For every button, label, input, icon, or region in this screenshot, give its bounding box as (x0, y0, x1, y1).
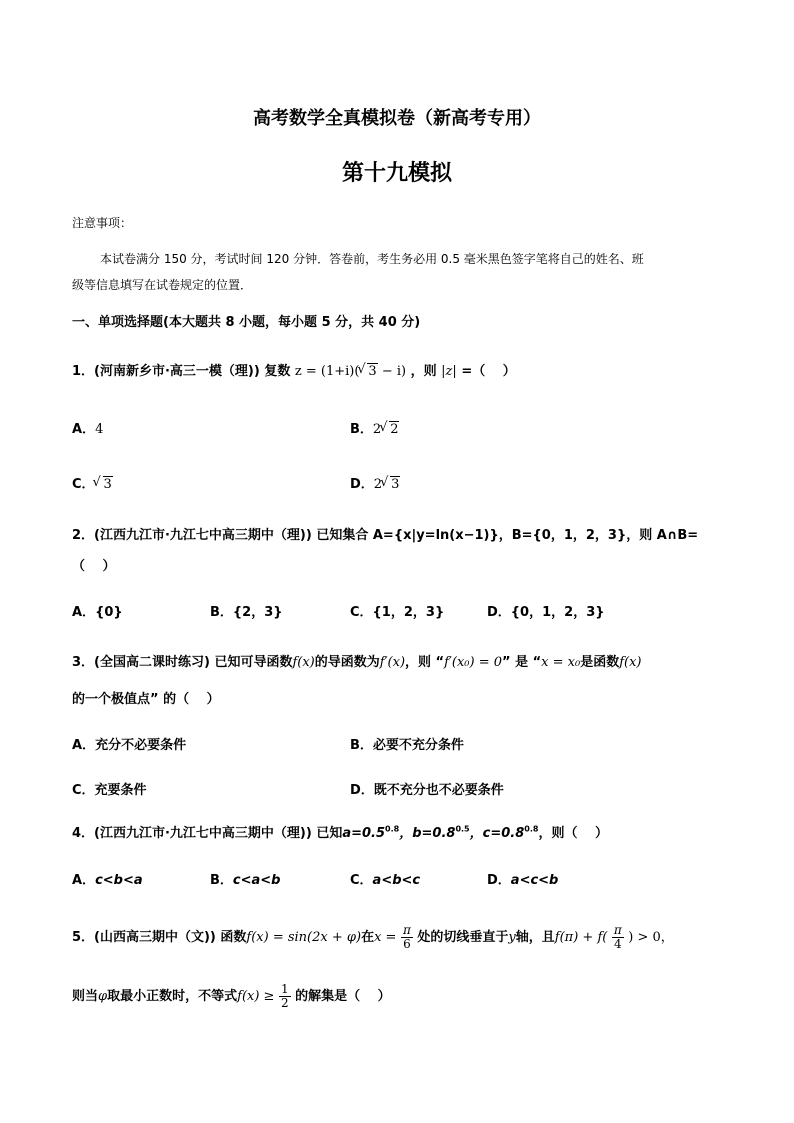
q3-option-c[interactable]: C．充要条件 (72, 783, 147, 798)
q3-line1: 3．(全国高二课时练习) 已知可导函数f(x)的导函数为f′(x)，则 “f′(x₀) = 0” 是 “x = x₀是函数f(x) (72, 655, 642, 670)
notice-body-line2: 级等信息填写在试卷规定的位置． (72, 278, 253, 292)
q4-option-d[interactable]: D．a<c<b (487, 873, 559, 888)
section-heading: 一、单项选择题(本大题共 8 小题，每小题 5 分，共 40 分) (72, 315, 421, 330)
q2-option-b[interactable]: B．{2，3} (210, 605, 283, 620)
q2-option-c[interactable]: C．{1，2，3} (350, 605, 445, 620)
q1-abs-z: |z| (441, 364, 457, 379)
exam-subtitle: 第十九模拟 (341, 161, 452, 186)
exam-title: 高考数学全真模拟卷（新高考专用） (253, 108, 541, 129)
q2-line1: 2．(江西九江市·九江七中高三期中（理)) 已知集合 A={x|y=ln(x−1)}，B={0，1，2，3}，则 A∩B= (72, 528, 699, 543)
q2-line2: （ ） (72, 559, 116, 574)
q1-eq-paren: =（ ） (461, 364, 516, 379)
q4-option-c[interactable]: C．a<b<c (350, 873, 421, 888)
q4-option-a[interactable]: A．c<b<a (72, 873, 143, 888)
q4-option-b[interactable]: B．c<a<b (210, 873, 281, 888)
q1-option-c[interactable]: C．√ 3 (72, 473, 113, 492)
q3-option-d[interactable]: D．既不充分也不必要条件 (350, 783, 504, 798)
q2-option-d[interactable]: D．{0，1，2，3} (487, 605, 605, 620)
q2-option-a[interactable]: A．{0} (72, 605, 123, 620)
q5-line2: 则当φ取最小正数时，不等式f(x) ≥ $\frac{1}{2}$ 的解集是（ ） (72, 982, 391, 1010)
question-1 (72, 360, 516, 379)
q1-option-d[interactable]: D．2√ 3 (350, 473, 400, 492)
q1-option-a[interactable]: A．4 (72, 422, 104, 437)
q3-option-b[interactable]: B．必要不充分条件 (350, 738, 464, 753)
notice-body-line1: 本试卷满分 150 分，考试时间 120 分钟．答卷前，考生务必用 0.5 毫米黑色签字笔将自己的姓名、班 (100, 252, 644, 266)
q4-line: 4．(江西九江市·九江七中高三期中（理)) 已知$a=0.5^{0.8}$，$b=0.8^{0.5}$，$c=0.8^{0.8}$，则（ ） (72, 824, 608, 841)
q3-option-a[interactable]: A．充分不必要条件 (72, 738, 187, 753)
q1-z-eq: z = (1+i)(√ 3 − i) (295, 364, 406, 379)
q1-prefix: 1．(河南新乡市·高三一模（理)) 复数 (72, 364, 291, 379)
q1-option-b[interactable]: B．2√ 2 (350, 418, 399, 437)
q5-line1: 5．(山西高三期中（文)) 函数f(x) = sin(2x + φ)在x = $\frac{\pi}{6}$ 处的切线垂直于y轴，且f(π) + f( $\frac{\pi}{4}$ ) > 0， (72, 923, 674, 951)
q1-then: ，则 (410, 364, 437, 379)
q3-line2: 的一个极值点” 的（ ） (72, 692, 220, 707)
notice-label: 注意事项： (72, 216, 133, 230)
